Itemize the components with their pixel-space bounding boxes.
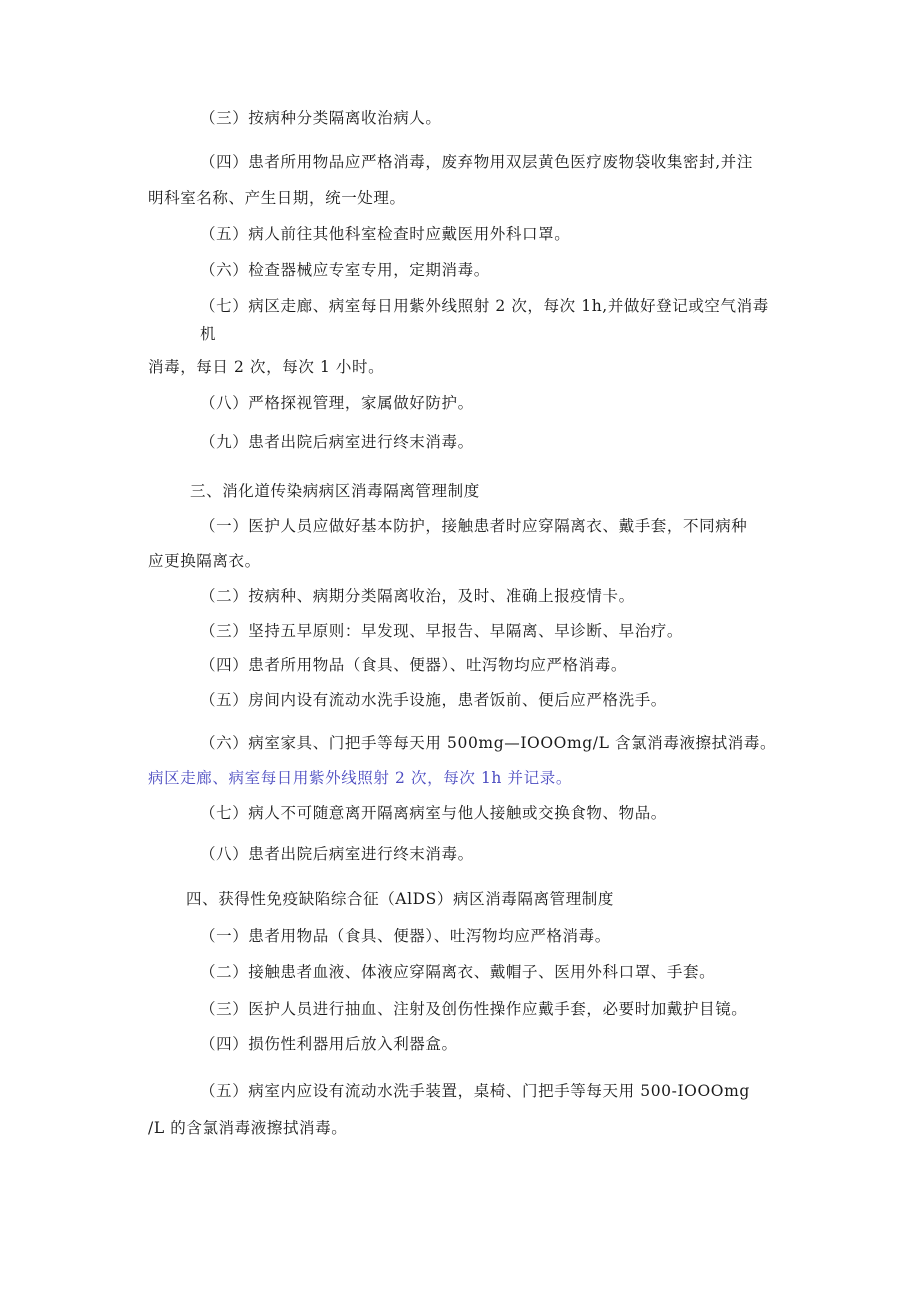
text-line: 应更换隔离衣。 — [148, 552, 261, 570]
text-line: （三）医护人员进行抽血、注射及创伤性操作应戴手套，必要时加戴护目镜。 — [200, 1000, 748, 1018]
text-line: （七）病人不可随意离开隔离病室与他人接触或交换食物、物品。 — [200, 804, 667, 822]
text-line: （四）患者所用物品应严格消毒，废弃物用双层黄色医疗废物袋收集密封,并注 — [200, 153, 753, 171]
text-line: （五）房间内设有流动水洗手设施，患者饭前、便后应严格洗手。 — [200, 691, 667, 709]
section-heading: 四、获得性免疫缺陷综合征（AlDS）病区消毒隔离管理制度 — [186, 890, 614, 908]
text-line: （四）损伤性利器用后放入利器盒。 — [200, 1035, 458, 1053]
text-line: （二）接触患者血液、体液应穿隔离衣、戴帽子、医用外科口罩、手套。 — [200, 963, 716, 981]
text-line: （六）检查器械应专室专用，定期消毒。 — [200, 261, 490, 279]
text-line: /L 的含氯消毒液擦拭消毒。 — [148, 1119, 348, 1137]
text-line: （四）患者所用物品（食具、便器）、吐泻物均应严格消毒。 — [200, 656, 627, 674]
text-line: 明科室名称、产生日期，统一处理。 — [148, 189, 406, 207]
text-line: 机 — [200, 325, 217, 343]
text-line: （一）患者用物品（食具、便器）、吐泻物均应严格消毒。 — [200, 927, 611, 945]
text-line: （九）患者出院后病室进行终末消毒。 — [200, 433, 474, 451]
text-line: （一）医护人员应做好基本防护，接触患者时应穿隔离衣、戴手套，不同病种 — [200, 517, 748, 535]
section-heading: 三、消化道传染病病区消毒隔离管理制度 — [190, 482, 480, 500]
text-line: 消毒，每日 2 次，每次 1 小时。 — [148, 358, 385, 376]
text-line: （八）严格探视管理，家属做好防护。 — [200, 394, 474, 412]
text-line: （六）病室家具、门把手等每天用 500mg—IOOOmg/L 含氯消毒液擦拭消毒。 — [200, 734, 777, 752]
text-line: （五）病人前往其他科室检查时应戴医用外科口罩。 — [200, 225, 571, 243]
text-line: （三）坚持五早原则：早发现、早报告、早隔离、早诊断、早治疗。 — [200, 622, 684, 640]
text-line-highlighted: 病区走廊、病室每日用紫外线照射 2 次，每次 1h 并记录。 — [148, 769, 572, 787]
text-line: （八）患者出院后病室进行终末消毒。 — [200, 845, 474, 863]
text-line: （二）按病种、病期分类隔离收治，及时、准确上报疫情卡。 — [200, 587, 635, 605]
text-line: （七）病区走廊、病室每日用紫外线照射 2 次，每次 1h,并做好登记或空气消毒 — [200, 297, 769, 315]
text-line: （三）按病种分类隔离收治病人。 — [200, 109, 442, 127]
text-line: （五）病室内应设有流动水洗手装置，桌椅、门把手等每天用 500-IOOOmg — [200, 1082, 750, 1100]
